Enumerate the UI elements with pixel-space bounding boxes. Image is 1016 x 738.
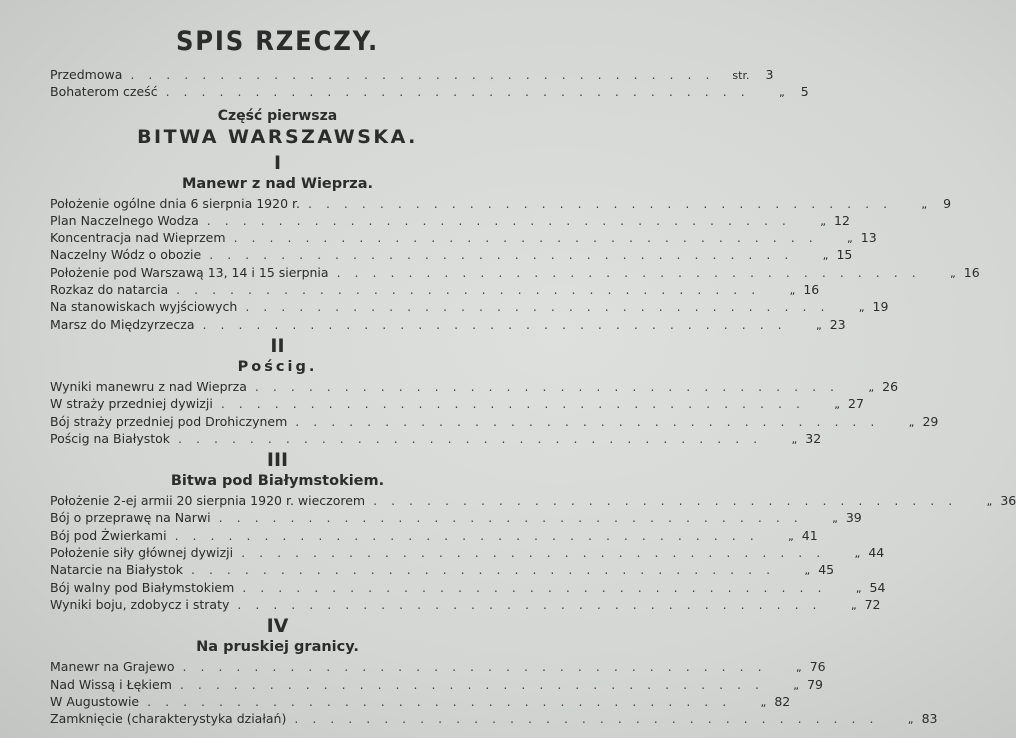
chapter-numeral: IV (266, 615, 289, 638)
page-mark: „ (834, 398, 840, 412)
toc-entry (50, 298, 889, 315)
entry-title: W Augustowie (50, 693, 140, 709)
chapter-title: Na pruskiej granicy. (196, 639, 359, 656)
page-mark: „ (815, 318, 822, 332)
toc-entry (50, 229, 877, 246)
page-number: 15 (836, 247, 853, 263)
page-mark: „ (822, 249, 829, 263)
chapter-section (50, 449, 1016, 613)
page-number: 72 (864, 596, 881, 612)
page-mark: „ (949, 266, 956, 280)
entry-title: Plan Naczelnego Wodza (50, 212, 199, 228)
dot-leader: ................................. (241, 545, 835, 561)
entry-title: W straży przedniej dywizji (50, 396, 213, 412)
dot-leader: ................................. (174, 527, 768, 543)
dot-leader: ................................. (237, 596, 831, 612)
entry-title: Bój o przeprawę na Narwi (50, 510, 211, 526)
page-mark: str. (732, 69, 750, 82)
page-number: 39 (845, 510, 862, 526)
entry-title: Położenie ogólne dnia 6 sierpnia 1920 r. (50, 195, 300, 211)
dot-leader: ................................. (307, 195, 902, 211)
toc-entry (50, 83, 809, 100)
chapter-title: Manewr z nad Wieprza. (181, 175, 374, 192)
page-mark: „ (793, 678, 799, 692)
dot-leader: ................................. (206, 212, 800, 228)
entry-title: Pościg na Białystok (50, 430, 171, 446)
page-number: 27 (848, 396, 864, 412)
page-mark: „ (832, 512, 838, 526)
chapter-numeral: III (266, 449, 289, 472)
entry-title: Manewr na Grajewo (50, 659, 175, 675)
page-number: 82 (774, 693, 791, 709)
dot-leader: ................................. (336, 264, 930, 280)
chapter-section (50, 151, 980, 333)
page-mark: „ (791, 432, 798, 446)
toc-entry (50, 544, 885, 561)
part-title: BITWA WARSZAWSKA. (137, 125, 418, 148)
entry-title: Nad Wissą i Łękiem (50, 676, 172, 692)
chapter-numeral: I (273, 151, 282, 174)
page-mark: „ (820, 214, 826, 228)
entry-title: Natarcie na Białystok (50, 562, 183, 578)
dot-leader: ................................. (254, 378, 849, 394)
page-mark: „ (921, 197, 928, 211)
dot-leader: ................................. (165, 84, 759, 100)
entry-title: Położenie siły głównej dywizji (50, 545, 234, 561)
toc-entry (50, 212, 850, 229)
toc-entry (50, 378, 899, 395)
dot-leader: ................................. (295, 413, 889, 429)
toc-entry (50, 710, 938, 727)
dot-leader: ................................. (218, 510, 812, 526)
entry-title: Naczelny Wódz o obozie (50, 247, 202, 263)
dot-leader: ................................. (130, 67, 724, 82)
page-number: 44 (868, 545, 885, 561)
dot-leader: ................................. (202, 316, 796, 332)
page-number: 16 (963, 264, 980, 280)
dot-leader: ................................. (245, 299, 839, 315)
page-mark: „ (788, 529, 794, 543)
page-number: 29 (922, 413, 939, 429)
toc-entry (50, 658, 826, 675)
dot-leader: ................................. (178, 430, 772, 446)
entry-title: Marsz do Międzyrzecza (50, 316, 195, 332)
entry-title: Położenie 2-ej armii 20 sierpnia 1920 r. wieczorem (50, 493, 366, 509)
table-of-contents-page (50, 0, 1016, 727)
chapters (50, 151, 1016, 728)
chapter-section (50, 334, 939, 447)
entry-title: Przedmowa (50, 67, 123, 82)
toc-entry (50, 264, 980, 281)
page-number: 23 (829, 316, 846, 332)
entry-title: Na stanowiskach wyjściowych (50, 299, 238, 315)
entry-title: Koncentracja nad Wieprzem (50, 230, 226, 246)
entry-title: Wyniki manewru z nad Wieprza (50, 378, 247, 394)
page-mark: „ (760, 695, 767, 709)
page-mark: „ (854, 547, 861, 561)
page-mark: „ (908, 415, 915, 429)
entry-title: Bohaterom cześć (50, 84, 158, 100)
page-number: 12 (834, 212, 850, 228)
dot-leader: ................................. (147, 693, 741, 709)
page-number: 32 (805, 430, 822, 446)
toc-entry (50, 579, 886, 596)
toc-entry (50, 413, 939, 430)
page-number: 5 (800, 84, 809, 100)
page-number: 26 (882, 378, 899, 394)
entry-title: Bój pod Żwierkami (50, 527, 167, 543)
dot-leader: ................................. (209, 247, 803, 263)
page-number: 19 (872, 299, 889, 315)
toc-entry (50, 561, 835, 578)
page-mark: „ (789, 284, 796, 298)
toc-entry (50, 316, 846, 333)
dot-leader: ................................. (176, 282, 770, 298)
page-title: SPIS RZECZY. (175, 26, 380, 57)
toc-entry (50, 395, 864, 412)
page-number: 13 (860, 230, 877, 246)
dot-leader: ................................. (182, 659, 776, 675)
page-mark: „ (846, 232, 853, 246)
dot-leader: ................................. (220, 396, 814, 412)
page-mark: „ (858, 301, 865, 315)
toc-entry (50, 527, 818, 544)
chapter-section (50, 615, 938, 727)
page-number: 54 (869, 579, 886, 595)
chapter-title: Pościg. (237, 358, 318, 375)
entry-title: Bój straży przedniej pod Drohiczynem (50, 413, 288, 429)
page-mark: „ (804, 564, 811, 578)
toc-entry (50, 66, 774, 83)
entry-title: Wyniki boju, zdobycz i straty (50, 596, 230, 612)
front-matter-list (50, 66, 809, 101)
toc-entry (50, 693, 791, 710)
chapter-numeral: II (270, 334, 285, 357)
page-mark: „ (986, 495, 993, 509)
toc-entry (50, 195, 952, 212)
entry-title: Bój walny pod Białymstokiem (50, 579, 235, 595)
chapter-title: Bitwa pod Białymstokiem. (170, 473, 385, 490)
entry-title: Położenie pod Warszawą 13, 14 i 15 sierpnia (50, 264, 329, 280)
entry-title: Rozkaz do natarcia (50, 282, 169, 298)
page-number: 3 (765, 67, 774, 82)
part-label: Część pierwsza (217, 107, 338, 124)
page-number: 9 (943, 195, 952, 211)
page-mark: „ (850, 598, 857, 612)
toc-entry (50, 596, 881, 613)
page-number: 79 (807, 676, 823, 692)
toc-entry (50, 676, 823, 693)
page-mark: „ (868, 380, 875, 394)
page-number: 76 (809, 659, 826, 675)
dot-leader: ................................. (233, 230, 827, 246)
entry-title: Zamknięcie (charakterystyka działań) (50, 711, 287, 727)
dot-leader: ................................. (242, 579, 836, 595)
toc-entry (50, 246, 853, 263)
toc-entry (50, 492, 1016, 509)
toc-entry (50, 509, 862, 526)
toc-entry (50, 430, 822, 447)
page-mark: „ (855, 581, 862, 595)
dot-leader: ................................. (373, 493, 967, 509)
toc-entry (50, 281, 820, 298)
page-number: 83 (921, 711, 938, 727)
dot-leader: ................................. (294, 711, 888, 727)
dot-leader: ................................. (179, 676, 773, 692)
page-mark: „ (795, 661, 802, 675)
page-number: 16 (803, 282, 820, 298)
page-number: 36 (1000, 493, 1016, 509)
page-number: 41 (801, 527, 818, 543)
page-mark: „ (907, 713, 914, 727)
page-number: 45 (818, 562, 835, 578)
page-mark: „ (779, 86, 785, 100)
dot-leader: ................................. (190, 562, 785, 578)
